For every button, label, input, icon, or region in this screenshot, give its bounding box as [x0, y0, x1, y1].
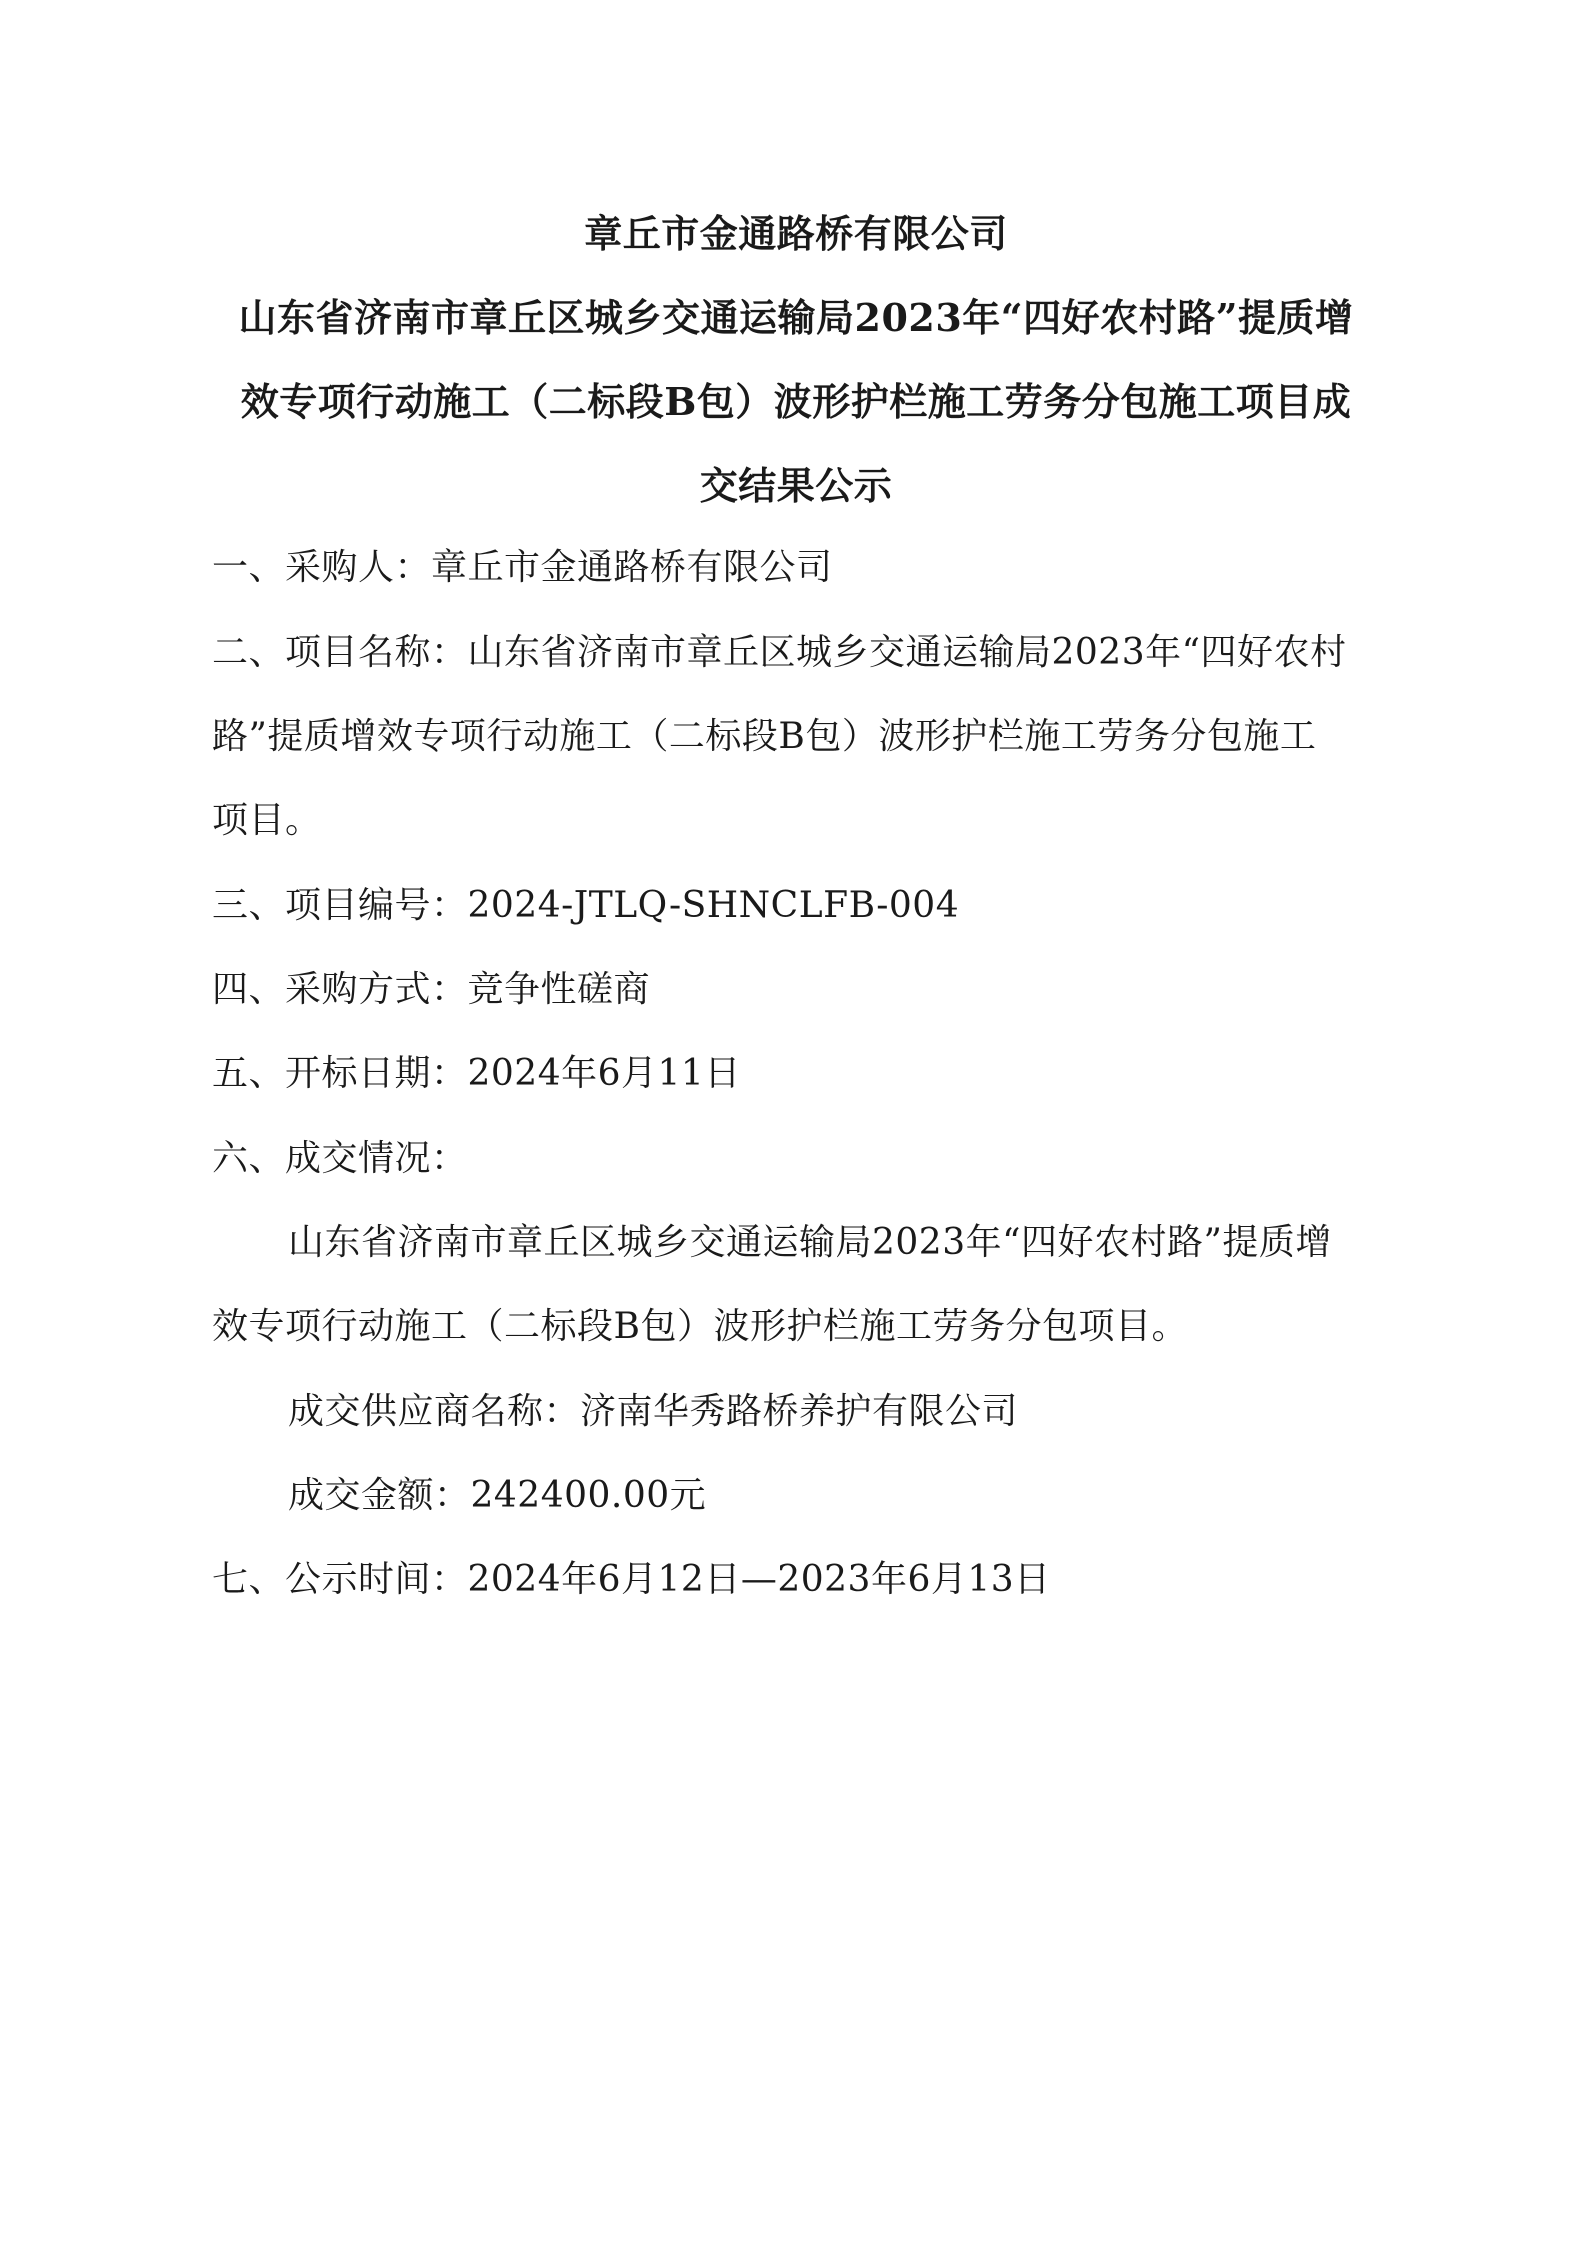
project-name-line-2: 路”提质增效专项行动施工（二标段B包）波形护栏施工劳务分包施工 [212, 716, 1317, 757]
deal-heading: 六、成交情况： [212, 1138, 468, 1179]
bid-opening-date-line: 五、开标日期：2024年6月11日 [212, 1053, 741, 1094]
project-number-line: 三、项目编号：2024-JTLQ-SHNCLFB-004 [212, 885, 960, 926]
project-name-line-3: 项目。 [212, 800, 322, 841]
project-name-line-1: 二、项目名称：山东省济南市章丘区城乡交通运输局2023年“四好农村 [212, 632, 1347, 673]
project-title-line-1: 山东省济南市章丘区城乡交通运输局2023年“四好农村路”提质增 [238, 295, 1354, 340]
supplier-name-line: 成交供应商名称：济南华秀路桥养护有限公司 [288, 1391, 1019, 1432]
publicity-period-line: 七、公示时间：2024年6月12日—2023年6月13日 [212, 1559, 1051, 1600]
deal-amount-line: 成交金额：242400.00元 [288, 1475, 707, 1516]
company-title: 章丘市金通路桥有限公司 [584, 211, 1008, 256]
deal-description-line-1: 山东省济南市章丘区城乡交通运输局2023年“四好农村路”提质增 [288, 1222, 1332, 1263]
project-title-line-3: 交结果公示 [699, 463, 893, 508]
procurement-method-line: 四、采购方式：竞争性磋商 [212, 969, 651, 1010]
project-title-line-2: 效专项行动施工（二标段B包）波形护栏施工劳务分包施工项目成 [240, 379, 1352, 424]
deal-description-line-2: 效专项行动施工（二标段B包）波形护栏施工劳务分包项目。 [212, 1306, 1188, 1347]
purchaser-line: 一、采购人：章丘市金通路桥有限公司 [212, 547, 833, 588]
